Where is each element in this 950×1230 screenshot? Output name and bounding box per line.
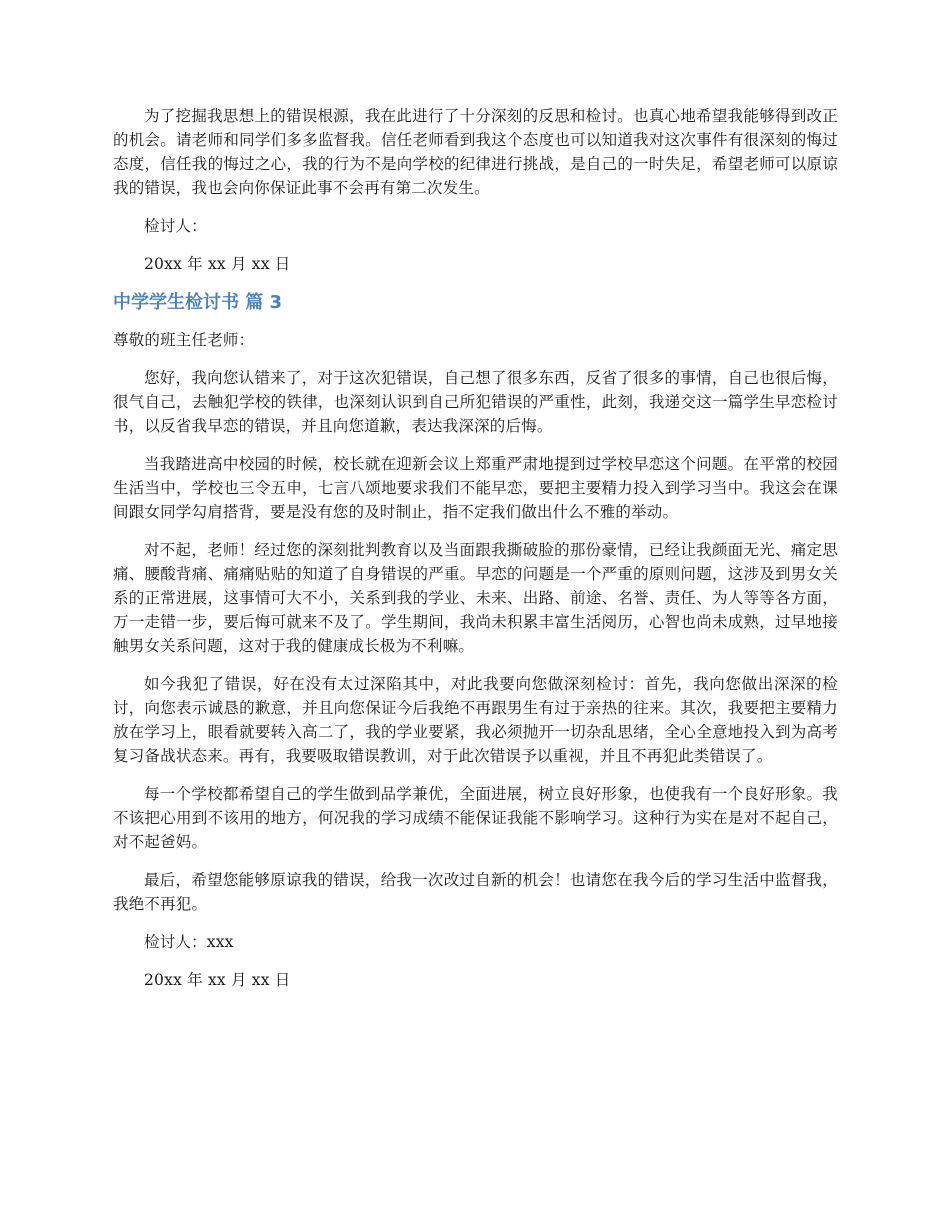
section-heading: 中学学生检讨书 篇 3 (113, 292, 283, 313)
date-line-1: 20xx 年 xx 月 xx 日 (144, 255, 291, 273)
paragraph-6: 最后，希望您能够原谅我的错误，给我一次改过自新的机会！也请您在我今后的学习生活中监督我，我绝不再犯。 (113, 871, 838, 913)
paragraph-5: 每一个学校都希望自己的学生做到品学兼优，全面进展，树立良好形象，也使我有一个良好形象。我不该把心用到不该用的地方，何况我的学习成绩不能保证我能不影响学习。这种行为实在是对不起自己，对不起爸妈。 (113, 785, 838, 851)
paragraph-2: 当我踏进高中校园的时候，校长就在迎新会议上郑重严肃地提到过学校早恋这个问题。在平常的校园生活当中，学校也三令五申，七言八颂地要求我们不能早恋，要把主要精力投入到学习当中。我这会在课间跟女同学勾肩搭背，要是没有您的及时制止，指不定我们做出什么不雅的举动。 (113, 455, 838, 521)
salutation: 尊敬的班主任老师： (113, 331, 255, 349)
signature-line-1: 检讨人： (144, 217, 207, 235)
paragraph-4: 如今我犯了错误，好在没有太过深陷其中，对此我要向您做深刻检讨：首先，我向您做出深深的检讨，向您表示诚恳的歉意，并且向您保证今后我绝不再跟男生有过于亲热的往来。其次，我要把主要精力放在学习上，眼看就要转入高二了，我的学业要紧，我必须抛开一切杂乱思绪，全心全意地投入到为高考复习备战状态来。再有，我要吸取错误教训，对于此次错误予以重视，并且不再犯此类错误了。 (113, 675, 838, 765)
document-page (113, 104, 838, 1006)
date-line-2: 20xx 年 xx 月 xx 日 (144, 971, 291, 989)
paragraph-1: 您好，我向您认错来了，对于这次犯错误，自己想了很多东西，反省了很多的事情，自己也很后悔，很气自己，去触犯学校的铁律，也深刻认识到自己所犯错误的严重性，此刻，我递交这一篇学生早恋检讨书，以反省我早恋的错误，并且向您道歉，表达我深深的后悔。 (113, 369, 838, 435)
intro-paragraph: 为了挖掘我思想上的错误根源，我在此进行了十分深刻的反思和检讨。也真心地希望我能够得到改正的机会。请老师和同学们多多监督我。信任老师看到我这个态度也可以知道我对这次事件有很深刻的悔过态度，信任我的悔过之心，我的行为不是向学校的纪律进行挑战，是自己的一时失足，希望老师可以原谅我的错误，我也会向你保证此事不会再有第二次发生。 (113, 107, 838, 197)
signature-line-2: 检讨人：xxx (144, 933, 234, 951)
paragraph-3: 对不起，老师！经过您的深刻批判教育以及当面跟我撕破脸的那份豪情，已经让我颜面无光、痛定思痛、腰酸背痛、痛痛贴贴的知道了自身错误的严重。早恋的问题是一个严重的原则问题，这涉及到男女关系的正常进展，这事情可大不小，关系到我的学业、未来、出路、前途、名誉、责任、为人等等各方面，万一走错一步，要后悔可就来不及了。学生期间，我尚未积累丰富生活阅历，心智也尚未成熟，过早地接触男女关系问题，这对于我的健康成长极为不利嘛。 (113, 541, 838, 655)
